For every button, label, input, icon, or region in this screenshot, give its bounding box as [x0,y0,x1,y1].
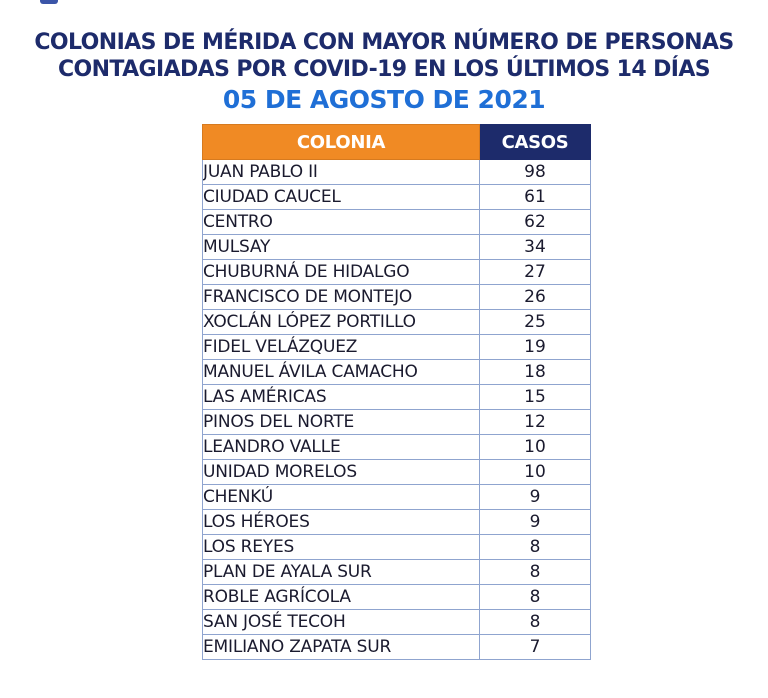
casos-cell: 7 [480,635,591,660]
title-line-1: COLONIAS DE MÉRIDA CON MAYOR NÚMERO DE PERSONAS [34,30,734,55]
colonia-cell: PLAN DE AYALA SUR [203,560,480,585]
table-row [203,435,591,460]
report-date: 05 DE AGOSTO DE 2021 [222,85,546,114]
table-row [203,485,591,510]
table-header-row [203,125,591,160]
table-row [203,360,591,385]
casos-cell: 8 [480,610,591,635]
colonia-cell: LAS AMÉRICAS [203,385,480,410]
casos-cell: 34 [480,235,591,260]
colonia-cell: MULSAY [203,235,480,260]
table-row [203,185,591,210]
casos-cell: 26 [480,285,591,310]
colonia-cell: MANUEL ÁVILA CAMACHO [203,360,480,385]
table-row [203,610,591,635]
table-row [203,410,591,435]
casos-cell: 27 [480,260,591,285]
colonia-cell: CHENKÚ [203,485,480,510]
table-row [203,310,591,335]
casos-cell: 8 [480,535,591,560]
table-row [203,560,591,585]
table-row [203,160,591,185]
casos-cell: 10 [480,435,591,460]
casos-cell: 62 [480,210,591,235]
casos-cell: 18 [480,360,591,385]
colonia-cell: LOS HÉROES [203,510,480,535]
colonia-cell: FIDEL VELÁZQUEZ [203,335,480,360]
colonia-cell: JUAN PABLO II [203,160,480,185]
table-row [203,585,591,610]
table-row [203,335,591,360]
title-line-2: CONTAGIADAS POR COVID-19 EN LOS ÚLTIMOS 14 DÍAS [57,57,711,82]
casos-cell: 98 [480,160,591,185]
colonia-cell: CHUBURNÁ DE HIDALGO [203,260,480,285]
colonia-cell: UNIDAD MORELOS [203,460,480,485]
colonia-cell: EMILIANO ZAPATA SUR [203,635,480,660]
casos-cell: 15 [480,385,591,410]
corner-logo [40,0,58,4]
casos-cell: 9 [480,510,591,535]
casos-cell: 8 [480,585,591,610]
colonia-cell: ROBLE AGRÍCOLA [203,585,480,610]
casos-cell: 61 [480,185,591,210]
table-row [203,460,591,485]
colonia-cell: PINOS DEL NORTE [203,410,480,435]
cases-table [202,124,591,660]
table-row [203,285,591,310]
casos-cell: 25 [480,310,591,335]
colonia-cell: LOS REYES [203,535,480,560]
colonia-cell: CIUDAD CAUCEL [203,185,480,210]
casos-cell: 8 [480,560,591,585]
colonia-cell: CENTRO [203,210,480,235]
casos-cell: 12 [480,410,591,435]
table-row [203,535,591,560]
colonia-cell: XOCLÁN LÓPEZ PORTILLO [203,310,480,335]
table-row [203,235,591,260]
casos-cell: 19 [480,335,591,360]
colonia-cell: FRANCISCO DE MONTEJO [203,285,480,310]
colonia-cell: SAN JOSÉ TECOH [203,610,480,635]
column-header-colonia: COLONIA [203,125,480,160]
colonia-cell: LEANDRO VALLE [203,435,480,460]
table-row [203,210,591,235]
table-row [203,260,591,285]
casos-cell: 9 [480,485,591,510]
table-row [203,385,591,410]
casos-cell: 10 [480,460,591,485]
table-row [203,635,591,660]
column-header-casos: CASOS [480,125,591,160]
table-row [203,510,591,535]
